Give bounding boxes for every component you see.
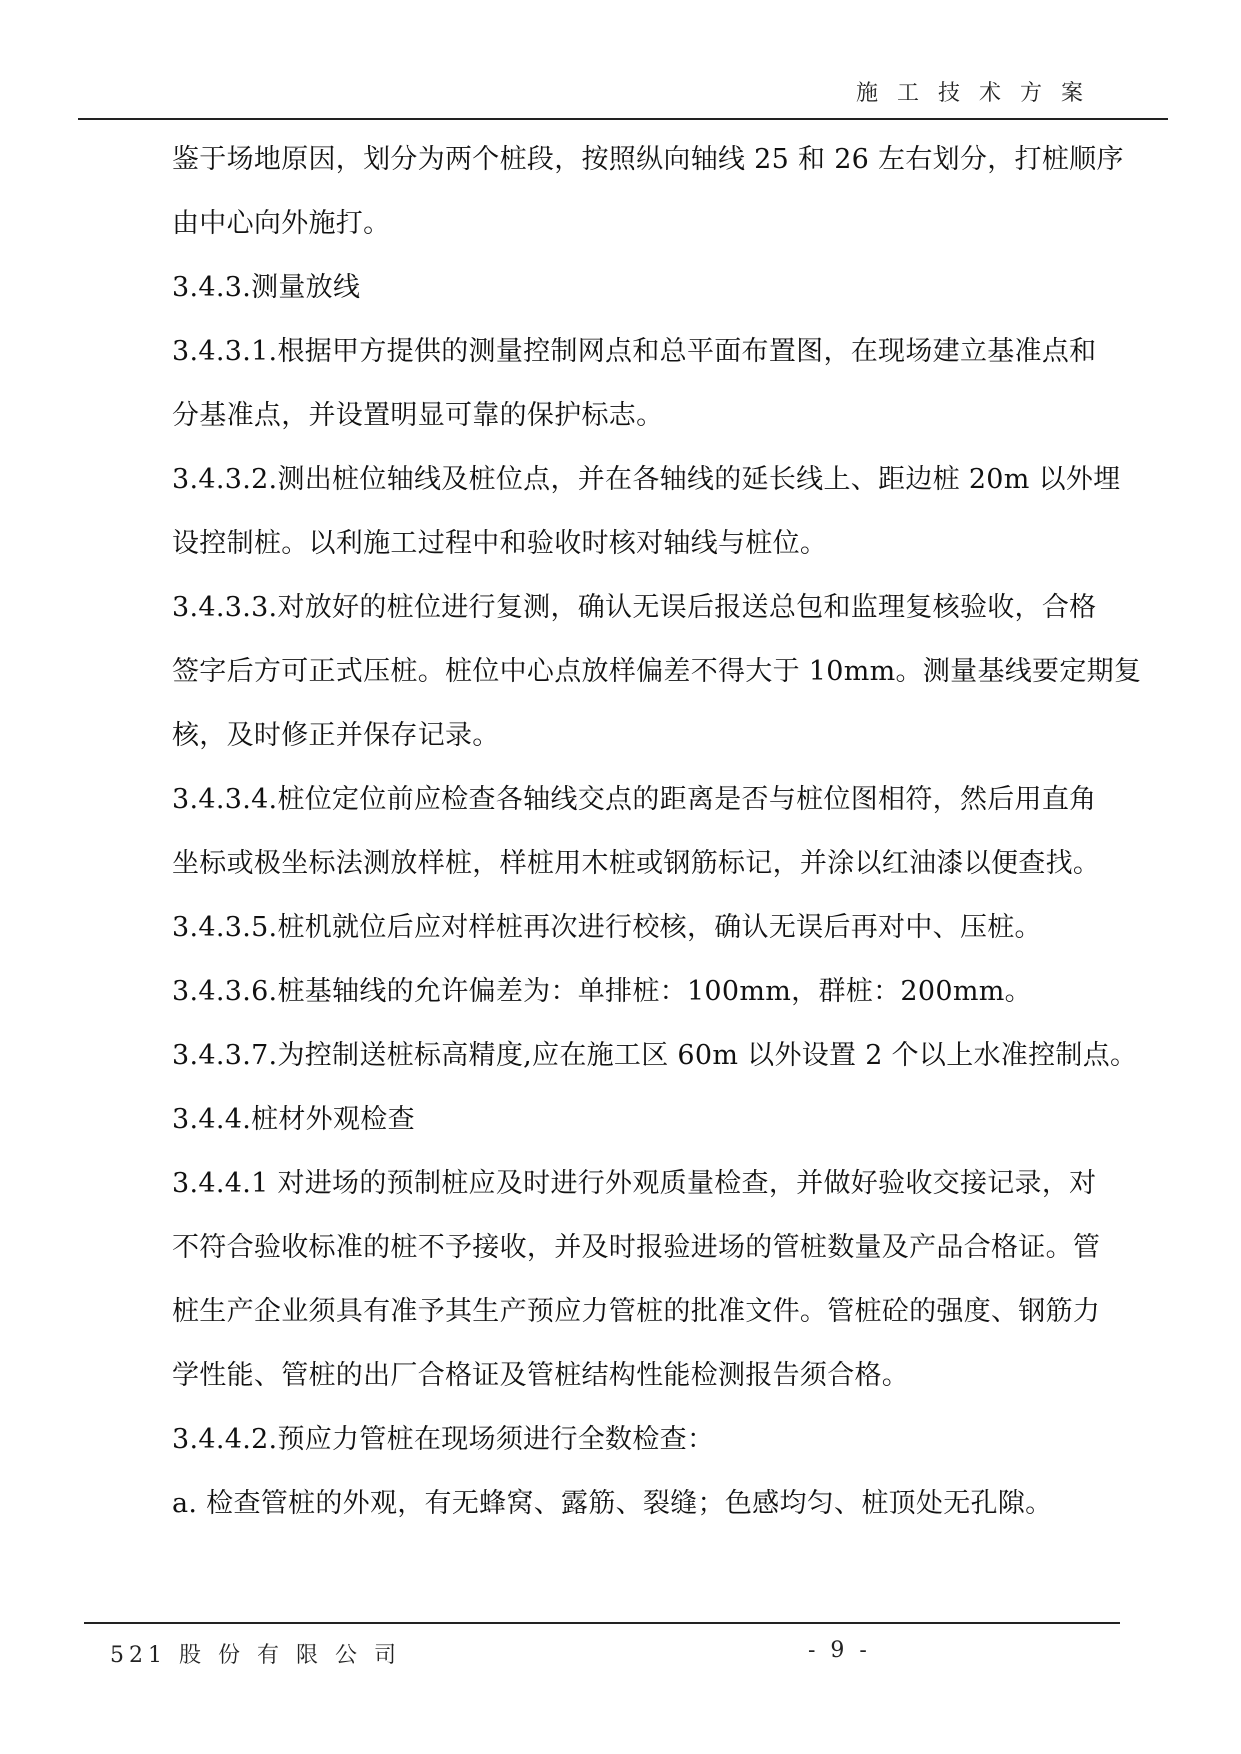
text-line: 桩生产企业须具有准予其生产预应力管桩的批准文件。管桩砼的强度、钢筋力 bbox=[172, 1296, 1101, 1327]
text-line: 3.4.3.4.桩位定位前应检查各轴线交点的距离是否与桩位图相符，然后用直角 bbox=[172, 784, 1097, 815]
document-body bbox=[172, 128, 1172, 1536]
text-line: 学性能、管桩的出厂合格证及管桩结构性能检测报告须合格。 bbox=[172, 1360, 910, 1391]
text-line: 核，及时修正并保存记录。 bbox=[172, 720, 500, 751]
text-line: 分基准点，并设置明显可靠的保护标志。 bbox=[172, 400, 664, 431]
page-number: - 9 - bbox=[808, 1638, 871, 1663]
text-line: a. 检查管桩的外观，有无蜂窝、露筋、裂缝；色感均匀、桩顶处无孔隙。 bbox=[172, 1488, 1053, 1519]
text-line: 鉴于场地原因，划分为两个桩段，按照纵向轴线 25 和 26 左右划分，打桩顺序 bbox=[172, 144, 1124, 175]
text-line: 不符合验收标准的桩不予接收，并及时报验进场的管桩数量及产品合格证。管 bbox=[172, 1232, 1101, 1263]
text-line: 3.4.3.3.对放好的桩位进行复测，确认无误后报送总包和监理复核验收，合格 bbox=[172, 592, 1097, 623]
header-divider bbox=[78, 118, 1168, 120]
text-line: 3.4.4.2.预应力管桩在现场须进行全数检查： bbox=[172, 1424, 715, 1455]
text-line: 3.4.3.5.桩机就位后应对样桩再次进行校核，确认无误后再对中、压桩。 bbox=[172, 912, 1042, 943]
text-line: 3.4.3.1.根据甲方提供的测量控制网点和总平面布置图，在现场建立基准点和 bbox=[172, 336, 1097, 367]
section-heading: 3.4.4.桩材外观检查 bbox=[172, 1104, 415, 1135]
text-line: 签字后方可正式压桩。桩位中心点放样偏差不得大于 10mm。测量基线要定期复 bbox=[172, 656, 1142, 687]
text-line: 坐标或极坐标法测放样桩，样桩用木桩或钢筋标记，并涂以红油漆以便查找。 bbox=[172, 848, 1101, 879]
text-line: 设控制桩。以利施工过程中和验收时核对轴线与桩位。 bbox=[172, 528, 828, 559]
page-header-title: 施 工 技 术 方 案 bbox=[856, 81, 1089, 106]
text-line: 由中心向外施打。 bbox=[172, 208, 391, 239]
text-line: 3.4.4.1 对进场的预制桩应及时进行外观质量检查，并做好验收交接记录，对 bbox=[172, 1168, 1097, 1199]
text-line: 3.4.3.6.桩基轴线的允许偏差为：单排桩：100mm，群桩：200mm。 bbox=[172, 976, 1032, 1007]
text-line: 3.4.3.2.测出桩位轴线及桩位点，并在各轴线的延长线上、距边桩 20m 以外埋 bbox=[172, 464, 1121, 495]
footer-company-name: 521 股 份 有 限 公 司 bbox=[110, 1643, 401, 1668]
text-line: 3.4.3.7.为控制送桩标高精度,应在施工区 60m 以外设置 2 个以上水准控制点。 bbox=[172, 1040, 1138, 1071]
footer-divider bbox=[84, 1622, 1120, 1624]
section-heading: 3.4.3.测量放线 bbox=[172, 272, 361, 303]
